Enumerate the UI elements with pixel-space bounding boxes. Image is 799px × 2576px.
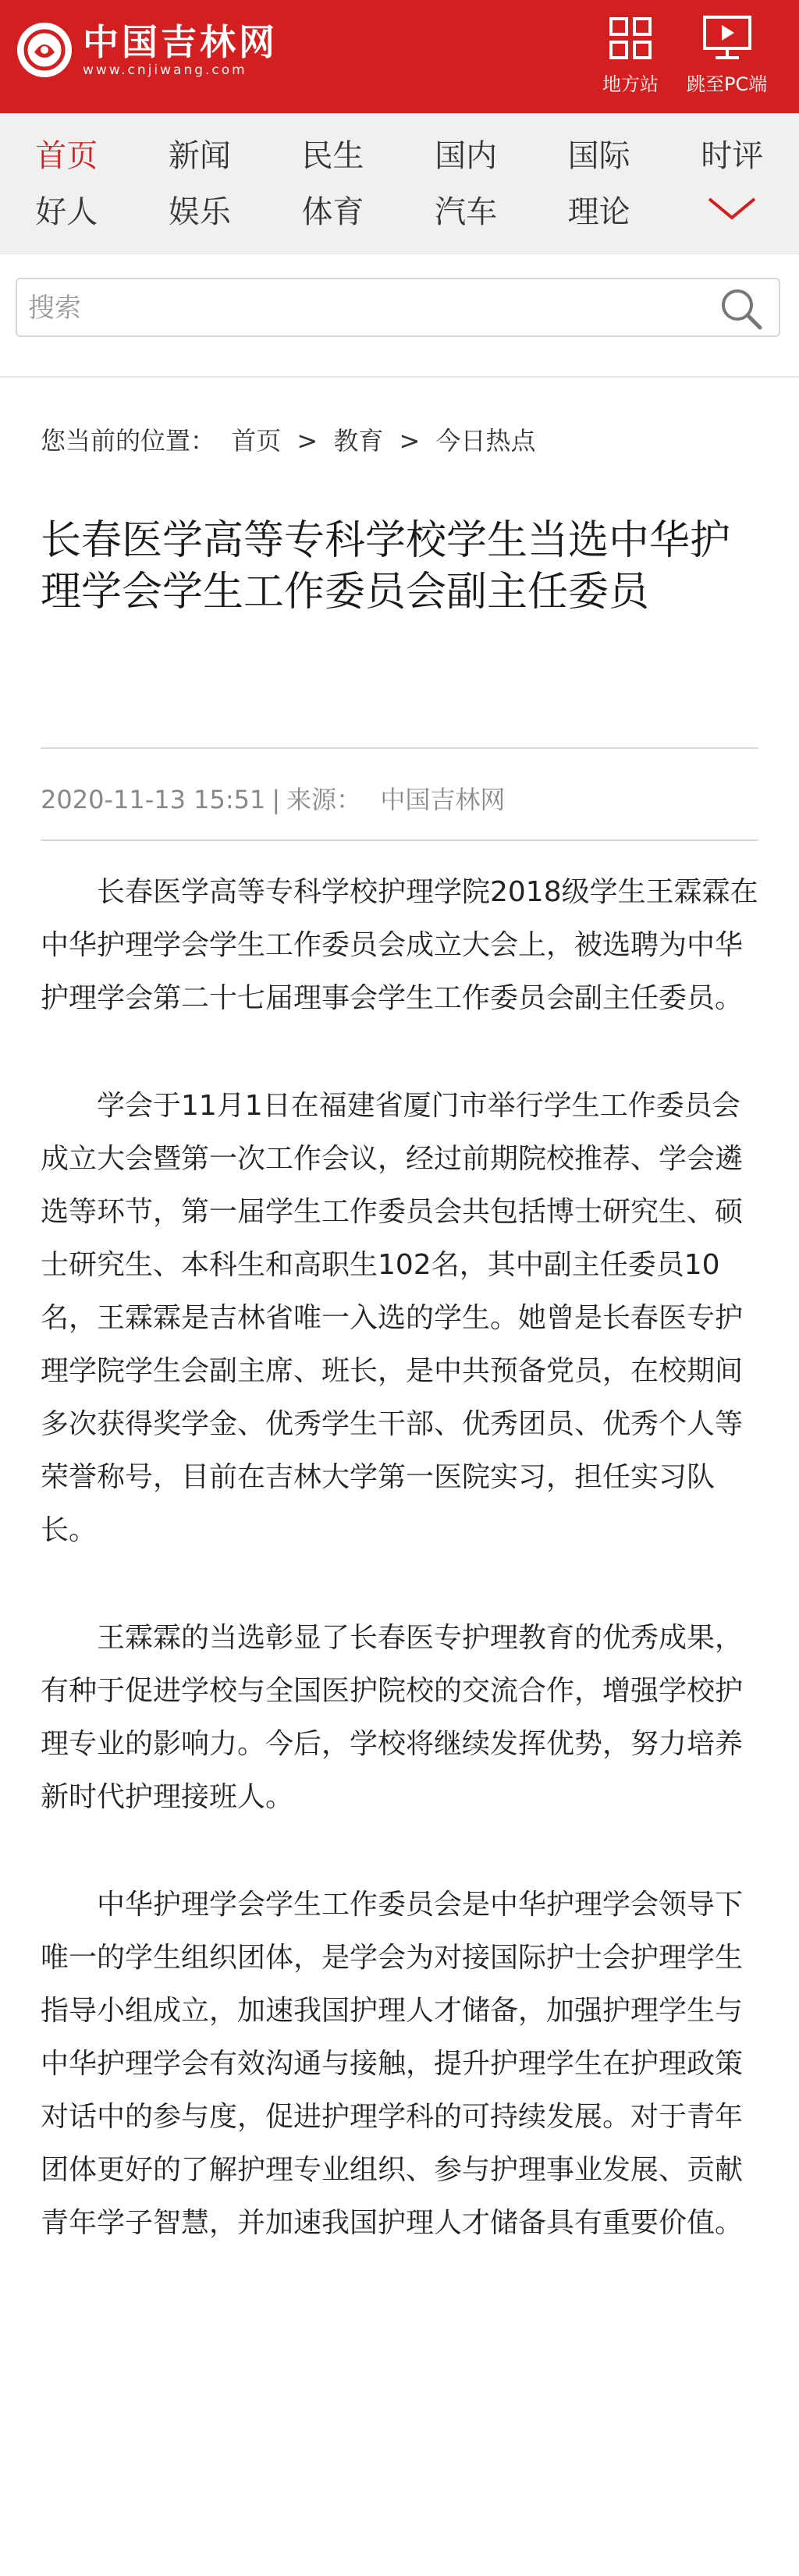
source-name: 中国吉林网 [380,785,506,814]
meta-divider [41,839,758,841]
breadcrumb-separator: > [297,426,318,456]
breadcrumb-home-link[interactable]: 首页 [231,426,282,456]
article-paragraph: 中华护理学会学生工作委员会是中华护理学会领导下唯一的学生组织团体，是学会为对接国际护士会护理学生指导小组成立，加速我国护理人才储备，加强护理学生与中华护理学会有效沟通与接触，提升护理学生在护理政策对话中的参与度，促进护理学科的可持续发展。对于青年团体更好的了解护理专业组织、参与护理事业发展、贡献青年学子智慧，并加速我国护理人才储备具有重要价值。 [41,1889,744,2239]
article-title: 长春医学高等专科学校学生当选中华护理学会学生工作委员会副主任委员 [41,517,731,616]
logo-emblem-icon [17,23,72,77]
nav-row-1 [0,137,799,176]
nav-item-entertainment[interactable]: 娱乐 [168,194,231,230]
monitor-icon [700,14,755,62]
local-station-label: 地方站 [602,73,659,95]
nav-item-domestic[interactable]: 国内 [435,138,498,174]
nav-item-livelihood[interactable]: 民生 [301,138,364,174]
nav-item-good-people[interactable]: 好人 [35,194,98,230]
nav-item-auto[interactable]: 汽车 [435,194,498,230]
search-bar [16,278,780,337]
nav-item-commentary[interactable]: 时评 [701,138,764,174]
pc-site-button[interactable] [687,14,767,96]
section-divider [0,376,799,378]
nav-item-international[interactable]: 国际 [567,138,630,174]
nav-item-sports[interactable]: 体育 [301,194,364,230]
main-nav [0,113,799,254]
site-name: 中国吉林网 [83,21,278,63]
article-paragraph: 王霖霖的当选彰显了长春医专护理教育的优秀成果，有种于促进学校与全国医护院校的交流合作，增强学校护理专业的影响力。今后，学校将继续发挥优势，努力培养新时代护理接班人。 [41,1622,744,1813]
nav-expand-button[interactable] [666,193,799,233]
search-input[interactable] [17,279,701,337]
breadcrumb-separator: > [399,426,421,456]
breadcrumb-hot-topics-link[interactable]: 今日热点 [435,426,536,456]
article-paragraph: 长春医学高等专科学校护理学院2018级学生王霖霖在中华护理学会学生工作委员会成立大会上，被选聘为中华护理学会第二十七届理事会学生工作委员会副主任委员。 [41,876,758,1014]
site-logo[interactable] [17,22,278,78]
nav-item-news[interactable]: 新闻 [168,138,231,174]
breadcrumb [41,421,544,457]
site-domain: www.cnjiwang.com [83,62,247,78]
source-label: 来源： [286,785,362,814]
title-divider [41,747,758,749]
search-icon[interactable] [718,286,765,335]
nav-item-theory[interactable]: 理论 [567,194,630,230]
breadcrumb-label: 您当前的位置： [41,426,216,456]
local-station-button[interactable] [602,14,659,96]
nav-row-2 [0,193,799,233]
pc-site-label: 跳至PC端 [687,73,768,95]
grid-icon [606,14,655,62]
article-body [41,866,758,2305]
site-header [0,0,799,113]
article-paragraph: 学会于11月1日在福建省厦门市举行学生工作委员会成立大会暨第一次工作会议，经过前期院校推荐、学会遴选等环节，第一届学生工作委员会共包括博士研究生、硕士研究生、本科生和高职生102名，其中副主任委员10名，王霖霖是吉林省唯一入选的学生。她曾是长春医专护理学院学生会副主席、班长，是中共预备党员，在校期间多次获得奖学金、优秀学生干部、优秀团员、优秀个人等荣誉称号，目前在吉林大学第一医院实习，担任实习队长。 [41,1090,744,1546]
nav-item-home[interactable]: 首页 [35,138,98,174]
publish-date: 2020-11-13 15:51 [41,785,266,814]
chevron-down-icon [705,193,759,224]
breadcrumb-education-link[interactable]: 教育 [333,426,384,456]
article-meta: 2020-11-13 15:51 | 来源： 中国吉林网 [41,785,506,814]
